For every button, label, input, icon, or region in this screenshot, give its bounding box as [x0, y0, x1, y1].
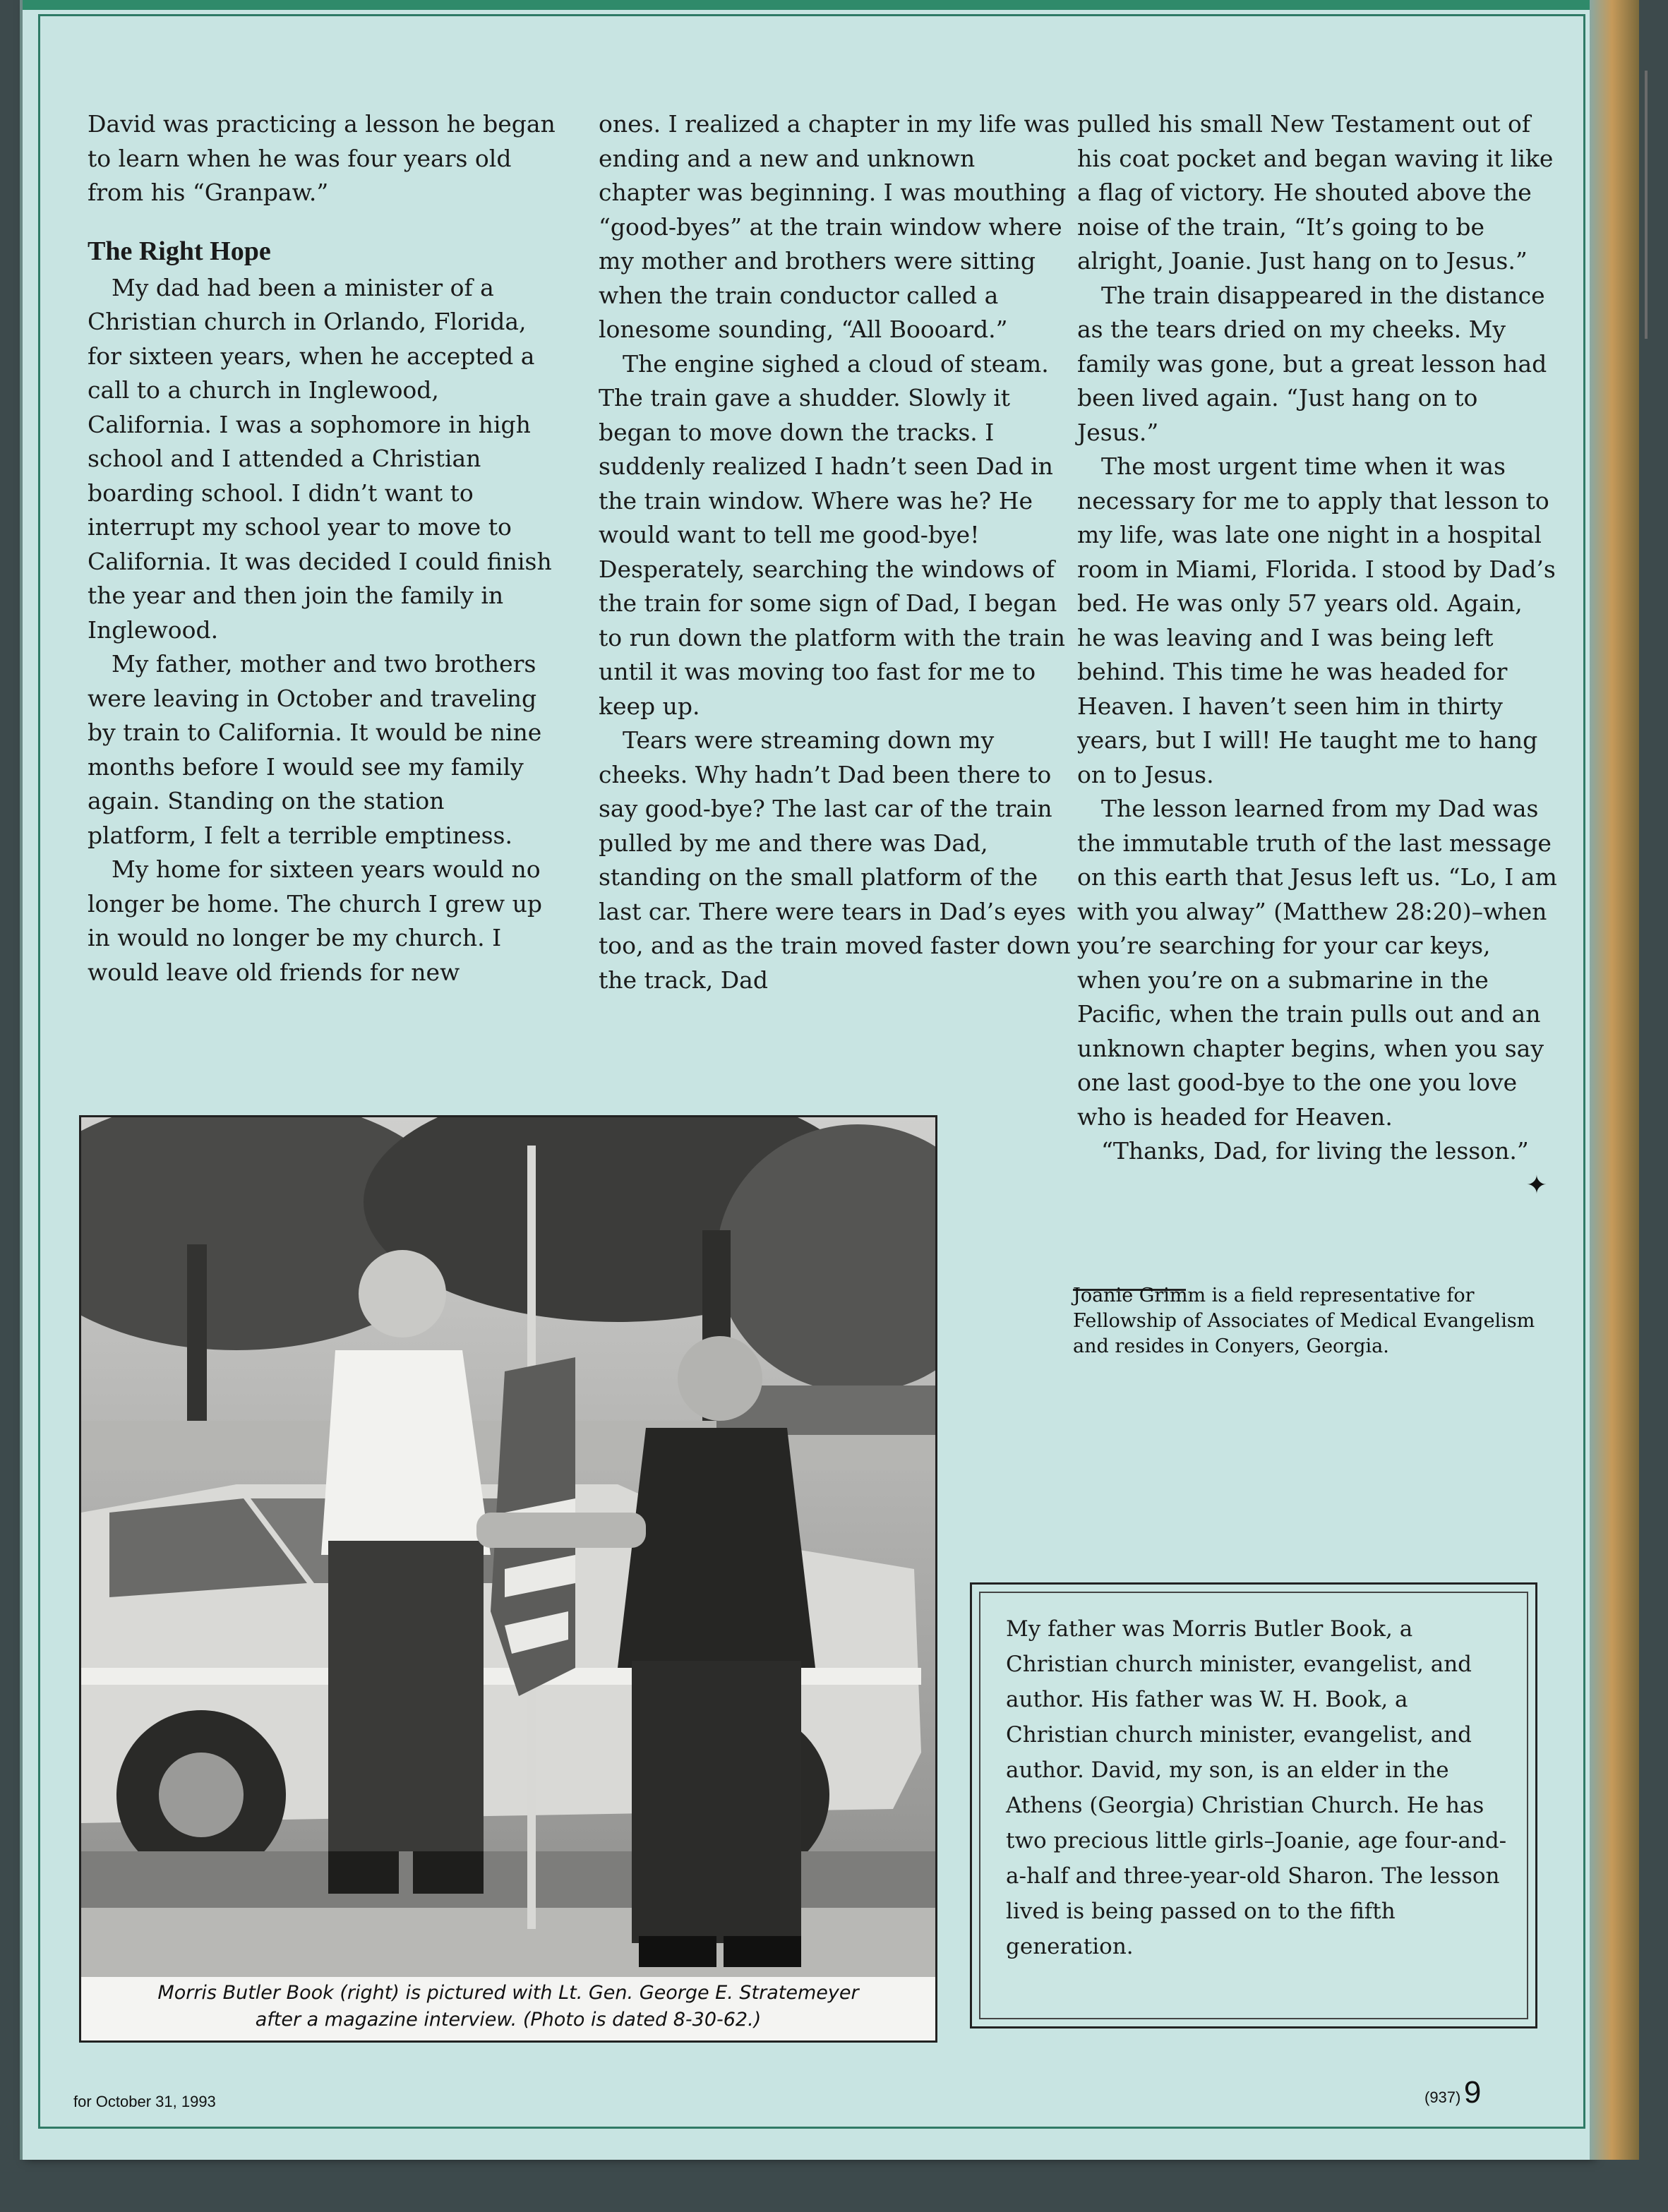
top-rule	[23, 0, 1590, 10]
issue-date: for October 31, 1993	[73, 2093, 216, 2110]
closing-line: “Thanks, Dad, for living the lesson.”	[1101, 1137, 1529, 1165]
article-column-1	[88, 107, 560, 990]
page-number-block	[1424, 2075, 1481, 2110]
end-mark-icon: ✦	[1525, 1170, 1547, 1200]
article-column-3	[1077, 107, 1557, 1203]
section-heading: The Right Hope	[88, 236, 271, 266]
article-paragraph: pulled his small New Testament out of his coat pocket and began waving it like a flag of victory. He shouted above the noise of the train, “It’s going to be alright, Joanie. Just hang on to Jesus.”	[1077, 110, 1554, 275]
author-bio: Joanie Grimm is a field representative for Fellowship of Associates of Medical Evangelism and resides in Conyers, Georgia.	[1073, 1285, 1535, 1357]
article-paragraph	[1077, 1134, 1557, 1200]
photo-morris-butler-book	[81, 1117, 935, 1977]
article-paragraph: My home for sixteen years would no longer be home. The church I grew up in would no longer be my church. I would leave old friends for new	[88, 855, 542, 986]
page-number: 9	[1463, 2075, 1482, 2110]
article-column-2	[599, 107, 1072, 997]
caption-line-2: after a magazine interview. (Photo is dated 8-30-62.)	[255, 2009, 762, 2031]
photo-caption	[81, 1980, 935, 2033]
binding-edge	[1645, 71, 1648, 339]
sidebar-text: My father was Morris Butler Book, a Christian church minister, evangelist, and author. His father was W. H. Book, a Christian church minister, evangelist, and author. David, my son, is an elder in the Athens (Georgia) Christian Church. He has two precious little girls–Joanie, age four-and-a-half and three-year-old Sharon. The lesson lived is being passed on to the fifth generation.	[1006, 1616, 1507, 1959]
article-paragraph: The lesson learned from my Dad was the immutable truth of the last message on this earth that Jesus left us. “Lo, I am with you alway” (Matthew 28:20)–when you’re searching for your car keys, when you’re on a submarine in the Pacific, when the train pulls out and an unknown chapter begins, when you say one last good-bye to the one you love who is headed for Heaven.	[1077, 795, 1557, 1131]
caption-line-1: Morris Butler Book (right) is pictured with Lt. Gen. George E. Stratemeyer	[157, 1982, 859, 2004]
article-paragraph: Tears were streaming down my cheeks. Why hadn’t Dad been there to say good-bye? The last car of the train pulled by me and there was Dad, standing on the small platform of the last car. There were tears in Dad’s eyes too, and as the train moved faster down the track, Dad	[599, 726, 1071, 994]
magazine-page	[20, 0, 1590, 2160]
article-paragraph: ones. I realized a chapter in my life was ending and a new and unknown chapter was beginning. I was mouthing “good-byes” at the train window where my mother and brothers were sitting when the train conductor called a lonesome sounding, “All Boooard.”	[599, 110, 1070, 343]
article-paragraph: David was practicing a lesson he began to learn when he was four years old from his “Granpaw.”	[88, 110, 556, 206]
article-paragraph: My dad had been a minister of a Christian church in Orlando, Florida, for sixteen years, when he accepted a call to a church in Inglewood, California. I was a sophomore in high school and I attended a Christian boarding school. I didn’t want to interrupt my school year to move to California. It was decided I could finish the year and then join the family in Inglewood.	[88, 273, 552, 644]
article-paragraph: The engine sighed a cloud of steam. The train gave a shudder. Slowly it began to move down the tracks. I suddenly realized I hadn’t seen Dad in the train window. Where was he? He would want to tell me good-bye! Desperately, searching the windows of the train for some sign of Dad, I began to run down the platform with the train until it was moving too fast for me to keep up.	[599, 349, 1066, 720]
article-paragraph: The train disappeared in the distance as the tears dried on my cheeks. My family was gone, but a great lesson had been lived again. “Just hang on to Jesus.”	[1077, 281, 1547, 446]
article-paragraph: The most urgent time when it was necessary for me to apply that lesson to my life, was late one night in a hospital room in Miami, Florida. I stood by Dad’s bed. He was only 57 years old. Again, he was leaving and I was being left behind. This time he was headed for Heaven. I haven’t seen him in thirty years, but I will! He taught me to hang on to Jesus.	[1077, 452, 1556, 788]
sidebar-box	[970, 1582, 1537, 2028]
photo-figure	[79, 1115, 937, 2043]
article-paragraph: My father, mother and two brothers were leaving in October and traveling by train to California. It would be nine months before I would see my family again. Standing on the station platform, I felt a terrible emptiness.	[88, 650, 542, 849]
page-code: (937)	[1424, 2088, 1461, 2106]
photo-image	[81, 1117, 935, 1977]
next-page-edge	[1590, 0, 1639, 2160]
